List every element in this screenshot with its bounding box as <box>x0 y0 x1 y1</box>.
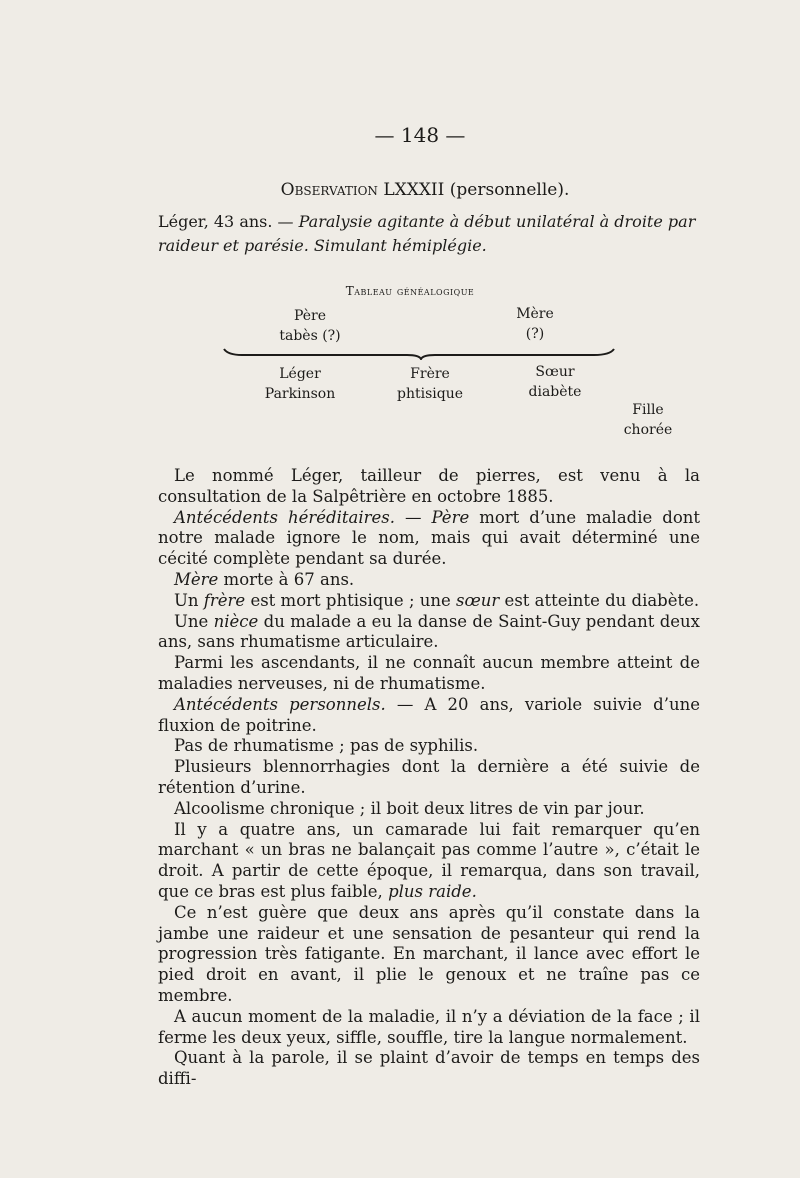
paragraph-text: Plusieurs blennorrhagies dont la dernière a été suivie de rétention d’urine. <box>158 757 700 797</box>
paragraph-text: mort d’une maladie dont notre malade ignore le nom, mais qui avait déterminé une cécité complète pendant sa durée. <box>158 507 701 569</box>
genealogy-mother <box>500 304 570 344</box>
paragraph <box>158 508 700 570</box>
paragraph-text: A aucun moment de la maladie, il n’y a déviation de la face ; il ferme les deux yeux, siffle, souffle, tire la langue normalement. <box>158 1006 700 1047</box>
paragraph <box>158 695 700 737</box>
genealogy-child-0 <box>255 364 345 404</box>
paragraph-text: Il y a quatre ans, un camarade lui fait remarquer qu’en marchant « un bras ne balançait pas comme l’autre », c’était le droit. A partir de cette époque, il remarqua, dans son travail, que ce bras est plus faible, <box>158 819 700 901</box>
observation-note: (personnelle). <box>449 180 570 200</box>
genealogy-father <box>270 306 350 346</box>
grandchild-name: Fille <box>632 402 664 418</box>
paragraph <box>158 570 700 591</box>
mother-name: Mère <box>516 306 554 322</box>
italic-term: Mère <box>174 569 219 589</box>
italic-term: Père <box>431 507 470 527</box>
genealogy-child-2 <box>515 362 595 402</box>
italic-term: frère <box>203 590 246 610</box>
paragraph-text: Le nommé Léger, tailleur de pierres, est venu à la consultation de la Salpêtrière en octobre 1885. <box>158 466 700 506</box>
italic-term: plus raide. <box>388 881 477 901</box>
paragraph <box>158 653 700 695</box>
genealogy-title: Tableau généalogique <box>345 284 475 298</box>
paragraph <box>158 466 700 508</box>
paragraph-text: — A 20 ans, variole suivie d’une fluxion de poitrine. <box>158 694 700 735</box>
mother-condition: (?) <box>525 326 545 342</box>
paragraph <box>158 1007 700 1049</box>
section-label: Antécédents personnels. <box>174 694 386 714</box>
child-condition: diabète <box>528 384 582 400</box>
father-condition: tabès (?) <box>279 328 341 344</box>
child-name: Sœur <box>535 364 575 380</box>
paragraph-text: est atteinte du diabète. <box>499 590 700 610</box>
paragraph-text: Parmi les ascendants, il ne connaît aucun membre atteint de maladies nerveuses, ni de rhumatisme. <box>158 653 700 693</box>
paragraph-text: Pas de rhumatisme ; pas de syphilis. <box>174 736 479 756</box>
paragraph-text: morte à 67 ans. <box>218 569 355 589</box>
genealogy-child-1 <box>385 364 475 404</box>
case-summary <box>158 210 703 258</box>
genealogy-grandchild <box>608 400 688 440</box>
italic-term: sœur <box>456 590 500 610</box>
child-name: Frère <box>410 366 450 382</box>
italic-term: nièce <box>213 611 259 631</box>
paragraph <box>158 903 700 1007</box>
paragraph-text: du malade a eu la danse de Saint-Guy pendant deux ans, sans rhumatisme articulaire. <box>158 611 700 652</box>
child-name: Léger <box>279 366 321 382</box>
child-condition: phtisique <box>396 386 463 402</box>
page-number: — 148 — <box>374 123 466 147</box>
paragraph <box>158 757 700 799</box>
genealogy-brace <box>222 346 617 360</box>
paragraph <box>158 736 700 757</box>
paragraph-text: Ce n’est guère que deux ans après qu’il constate dans la jambe une raideur et une sensation de pesanteur qui rend la progression très fatigante. En marchant, il lance avec effort le pied droit en avant, il plie le genoux et ne traîne pas ce membre. <box>158 902 700 1005</box>
father-name: Père <box>293 308 327 324</box>
paragraph <box>158 1048 700 1090</box>
section-label: Antécédents héréditaires. <box>174 507 395 527</box>
observation-body <box>158 466 700 1090</box>
diagnosis-summary: Paralysie agitante à début unilatéral à droite par raideur et parésie. Simulant hémiplégie. <box>158 212 696 255</box>
observation-label: Observation LXXXII <box>280 180 445 200</box>
paragraph-text: est mort phtisique ; une <box>245 590 457 610</box>
observation-heading <box>0 180 800 200</box>
paragraph-text: Un <box>174 590 204 610</box>
separator: — <box>394 507 432 527</box>
grandchild-condition: chorée <box>623 422 673 438</box>
paragraph-text: Une <box>174 611 214 631</box>
paragraph-text: Alcoolisme chronique ; il boit deux litres de vin par jour. <box>174 798 645 818</box>
paragraph-text: Quant à la parole, il se plaint d’avoir de temps en temps des diffi- <box>158 1048 700 1089</box>
paragraph <box>158 591 700 612</box>
paragraph <box>158 612 700 654</box>
patient-summary: Léger, 43 ans. — <box>158 212 299 231</box>
paragraph <box>158 799 700 820</box>
paragraph <box>158 820 700 903</box>
child-condition: Parkinson <box>264 386 336 402</box>
